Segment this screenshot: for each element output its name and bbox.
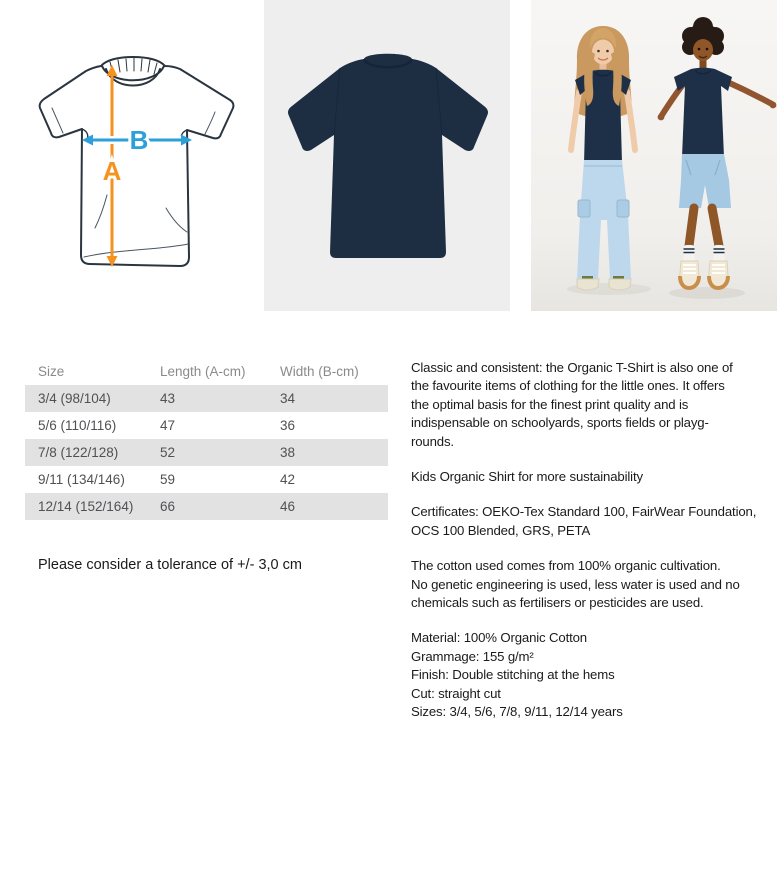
text-line: The cotton used comes from 100% organic cultivation. — [411, 558, 721, 574]
tshirt-front-photo — [264, 0, 510, 311]
cell-size: 9/11 (134/146) — [38, 472, 125, 487]
cell-length: 43 — [160, 391, 176, 406]
boy-sneaker-right — [709, 261, 728, 288]
navy-tshirt-flat — [264, 0, 510, 311]
table-row — [25, 439, 388, 466]
table-header-row — [25, 358, 388, 385]
description-paragraph-cotton — [411, 557, 771, 612]
table-row — [25, 493, 388, 520]
spec-cut: Cut: straight cut — [411, 685, 501, 701]
cell-width: 42 — [280, 472, 296, 487]
studio-background — [531, 0, 777, 311]
kids-models-photo — [531, 0, 777, 311]
table-row — [25, 412, 388, 439]
text-line: indispensable on schoolyards, sports fields or playg- — [411, 415, 709, 431]
size-table — [25, 358, 388, 520]
spec-finish: Finish: Double stitching at the hems — [411, 667, 615, 683]
text-line: the favourite items of clothing for the little ones. It offers — [411, 378, 725, 394]
text-line: rounds. — [411, 433, 454, 449]
cell-width: 38 — [280, 445, 296, 460]
text-line: No genetic engineering is used, less water is used and no — [411, 576, 740, 592]
table-row — [25, 466, 388, 493]
cell-width: 34 — [280, 391, 296, 406]
product-description — [411, 359, 771, 739]
spec-sizes: Sizes: 3/4, 5/6, 7/8, 9/11, 12/14 years — [411, 704, 623, 720]
description-paragraph-specs — [411, 629, 771, 721]
cell-size: 3/4 (98/104) — [38, 391, 111, 406]
cell-width: 36 — [280, 418, 296, 433]
tolerance-note: Please consider a tolerance of +/- 3,0 cm — [38, 557, 302, 573]
text-line: the optimal basis for the finest print quality and is — [411, 396, 689, 412]
table-row — [25, 385, 388, 412]
description-paragraph-certificates — [411, 503, 771, 540]
column-header-size: Size — [38, 364, 65, 379]
size-diagram-image — [0, 0, 247, 311]
column-header-length: Length (A-cm) — [160, 364, 246, 379]
cell-size: 7/8 (122/128) — [38, 445, 119, 460]
column-header-width: Width (B-cm) — [280, 364, 359, 379]
description-paragraph-sustainability — [411, 468, 771, 486]
text-line: Kids Organic Shirt for more sustainability — [411, 469, 643, 485]
cell-length: 47 — [160, 418, 176, 433]
cell-length: 66 — [160, 499, 176, 514]
boy-sneaker-left — [680, 261, 699, 288]
cell-length: 59 — [160, 472, 176, 487]
label-a: A — [102, 156, 122, 186]
description-paragraph-intro — [411, 359, 771, 451]
text-line: OCS 100 Blended, GRS, PETA — [411, 522, 591, 538]
cell-length: 52 — [160, 445, 176, 460]
cell-size: 5/6 (110/116) — [38, 418, 117, 433]
spec-material: Material: 100% Organic Cotton — [411, 630, 587, 646]
cell-size: 12/14 (152/164) — [38, 499, 134, 514]
floor-shadow — [669, 287, 745, 299]
tshirt-outline — [40, 57, 234, 266]
kids-models-illustration — [531, 0, 777, 311]
cell-width: 46 — [280, 499, 296, 514]
spec-grammage: Grammage: 155 g/m² — [411, 648, 534, 664]
text-line: Certificates: OEKO-Tex Standard 100, FairWear Foundation, — [411, 504, 757, 520]
label-b: B — [129, 125, 149, 155]
text-line: chemicals such as fertilisers or pesticides are used. — [411, 595, 704, 611]
tshirt-measurement-diagram — [0, 0, 247, 311]
text-line: Classic and consistent: the Organic T-Shirt is also one of — [411, 360, 733, 375]
